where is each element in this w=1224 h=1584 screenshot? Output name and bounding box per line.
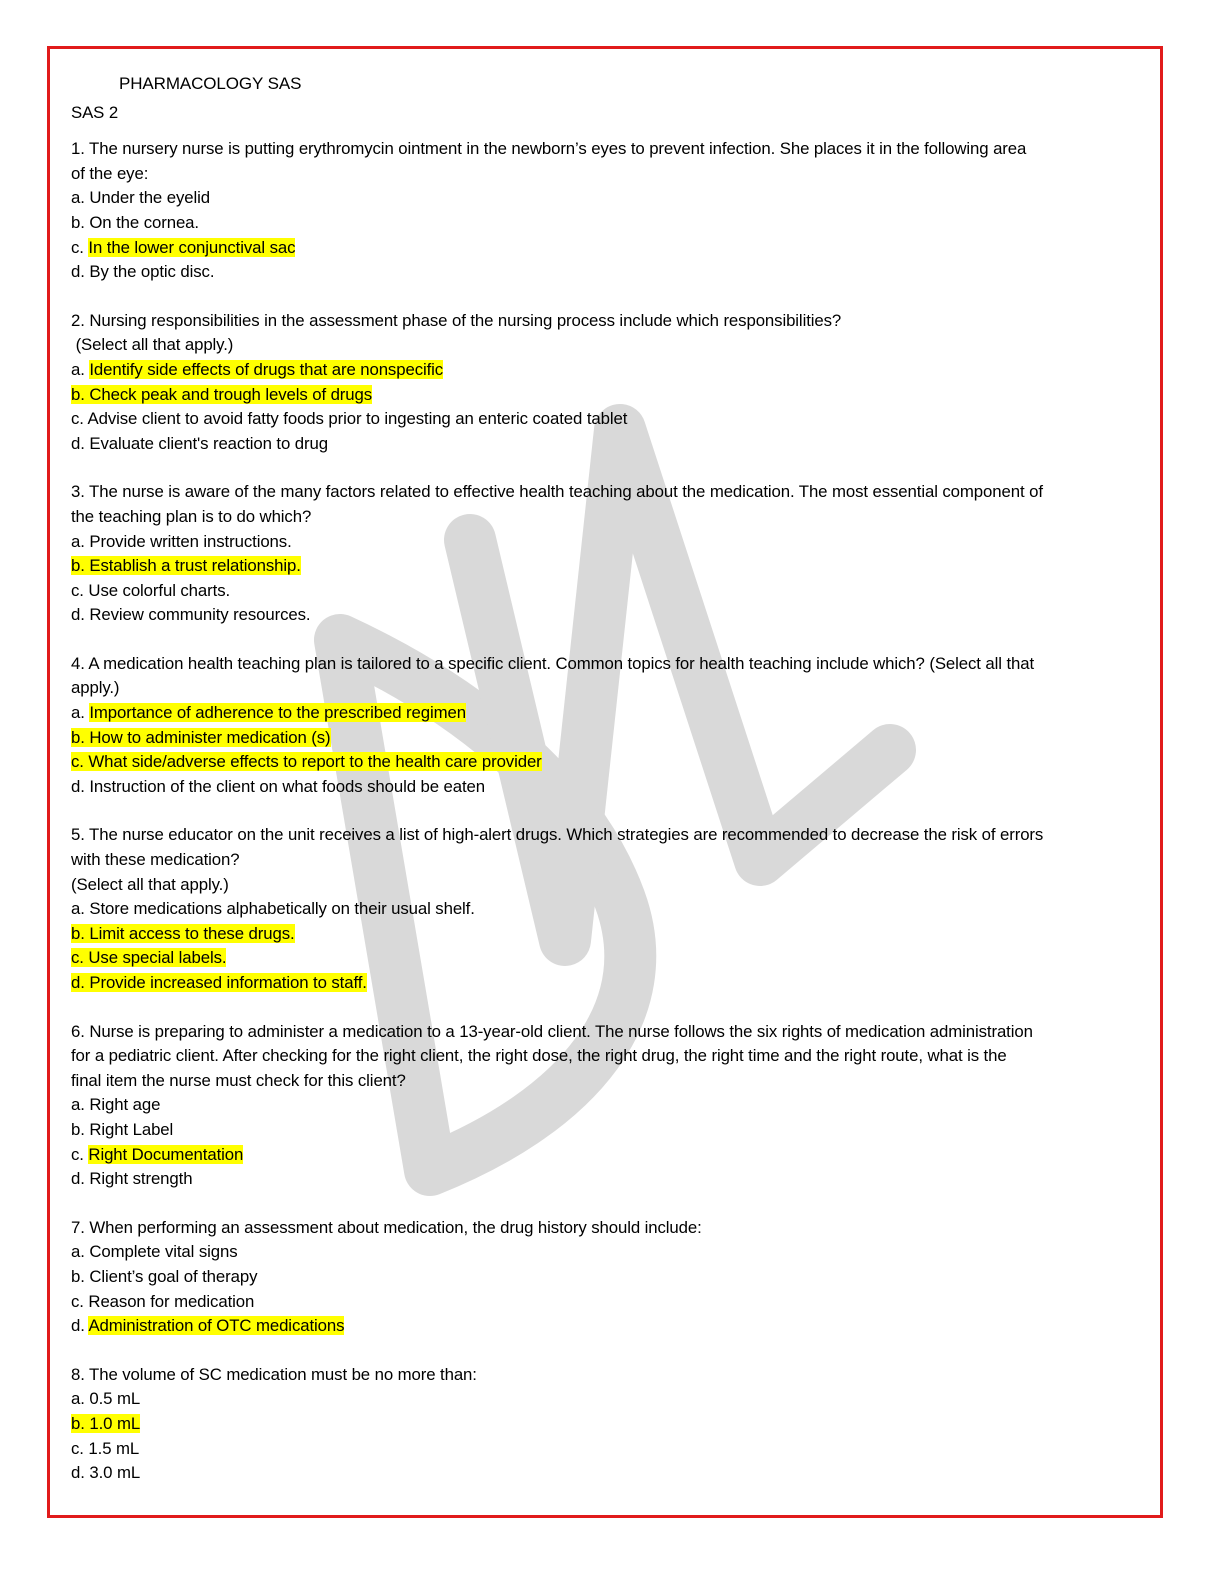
option-prefix: b. [71,1266,90,1286]
answer-option [71,554,1146,579]
question-stem-line: 8. The volume of SC medication must be no more than: [71,1364,477,1384]
option-text: Advise client to avoid fatty foods prior to ingesting an enteric coated tablet [87,409,628,429]
answer-option [71,211,1146,236]
question-stem-line: 5. The nurse educator on the unit receives a list of high-alert drugs. Which strategies are recommended to decrease the risk of errors [71,825,1044,845]
answer-option [71,236,1146,261]
answer-option [71,407,1146,432]
document-body [71,72,1146,1510]
answer-option [71,579,1146,604]
option-text: By the optic disc. [89,262,215,282]
option-text: 0.5 mL [89,1389,141,1409]
highlighted-answer-text: Right Documentation [88,1144,244,1164]
option-text: Under the eyelid [89,188,210,208]
option-prefix: d. [71,1169,90,1189]
highlighted-answer-text: b. How to administer medication (s) [71,727,331,747]
question-stem-line: final item the nurse must check for this client? [71,1070,406,1090]
question-6 [71,1020,1146,1192]
question-7 [71,1216,1146,1339]
answer-option [71,1143,1146,1168]
option-text: Right Label [89,1119,174,1139]
option-prefix: b. [71,1119,90,1139]
option-prefix: a. [71,1095,90,1115]
option-prefix: c. [71,580,89,600]
highlighted-answer-text: Importance of adherence to the prescribed regimen [89,703,466,723]
option-prefix: c. [71,1438,89,1458]
highlighted-answer-text: c. What side/adverse effects to report to the health care provider [71,752,542,772]
option-prefix: d. [71,433,90,453]
question-3 [71,480,1146,628]
option-prefix: a. [71,899,90,919]
question-stem-line: for a pediatric client. After checking for the right client, the right dose, the right drug, the right time and the right route, what is the [71,1046,1007,1066]
option-text: Reason for medication [88,1291,255,1311]
answer-option [71,922,1146,947]
option-prefix: d. [71,776,90,796]
question-stem-line: (Select all that apply.) [71,335,234,355]
option-prefix: d. [71,1463,90,1483]
option-prefix: a. [71,1242,90,1262]
option-prefix: a. [71,531,90,551]
option-text: Use colorful charts. [88,580,231,600]
question-4 [71,652,1146,800]
option-prefix: c. [71,1291,89,1311]
answer-option [71,1314,1146,1339]
document-title: PHARMACOLOGY SAS [119,74,302,93]
option-prefix: d. [71,605,90,625]
question-stem-line: 7. When performing an assessment about medication, the drug history should include: [71,1217,702,1237]
option-text: Instruction of the client on what foods should be eaten [89,776,486,796]
question-2 [71,309,1146,457]
answer-option [71,750,1146,775]
highlighted-answer-text: d. Provide increased information to staff. [71,973,367,992]
question-stem-line: 6. Nurse is preparing to administer a medication to a 13-year-old client. The nurse follows the six rights of medication administration [71,1021,1033,1041]
question-5 [71,823,1146,995]
option-text: Complete vital signs [89,1242,238,1262]
question-stem-line: the teaching plan is to do which? [71,506,312,526]
highlighted-answer-text: b. 1.0 mL [71,1413,141,1433]
option-text: 1.5 mL [88,1438,140,1458]
answer-option [71,1387,1146,1412]
question-8 [71,1363,1146,1486]
answer-option [71,1118,1146,1143]
question-stem-line: 1. The nursery nurse is putting erythromycin ointment in the newborn’s eyes to prevent infection. She places it in the following area [71,139,1027,159]
question-list [71,137,1146,1486]
option-text: Store medications alphabetically on their usual shelf. [89,899,475,919]
answer-option [71,1437,1146,1462]
document-subtitle: SAS 2 [71,102,119,122]
question-stem-line: (Select all that apply.) [71,874,229,894]
option-prefix: c. [71,409,88,429]
answer-option [71,358,1146,383]
answer-option [71,897,1146,922]
answer-option [71,1290,1146,1315]
answer-option [71,186,1146,211]
highlighted-answer-text: b. Check peak and trough levels of drugs [71,384,373,404]
question-stem-line: 2. Nursing responsibilities in the assessment phase of the nursing process include which responsibilities? [71,310,842,330]
answer-option [71,530,1146,555]
question-stem-line: 3. The nurse is aware of the many factors related to effective health teaching about the medication. The most essential component of [71,482,1043,502]
option-text: Review community resources. [89,605,311,625]
option-text: Evaluate client's reaction to drug [89,433,328,453]
answer-option [71,383,1146,408]
option-text: Provide written instructions. [89,531,292,551]
answer-option [71,775,1146,800]
answer-option [71,1412,1146,1437]
highlighted-answer-text: c. Use special labels. [71,948,227,968]
question-1 [71,137,1146,285]
option-prefix: d. [71,262,90,282]
answer-option [71,432,1146,457]
option-prefix: c. [71,237,89,257]
option-text: Client’s goal of therapy [89,1266,258,1286]
option-prefix: a. [71,1389,90,1409]
answer-option [71,1240,1146,1265]
option-text: Right age [89,1095,161,1115]
highlighted-answer-text: b. Limit access to these drugs. [71,923,295,943]
answer-option [71,726,1146,751]
option-prefix: a. [71,359,90,379]
highlighted-answer-text: b. Establish a trust relationship. [71,556,301,576]
question-stem-line: with these medication? [71,850,240,870]
option-text: 3.0 mL [89,1463,141,1483]
highlighted-answer-text: Identify side effects of drugs that are nonspecific [89,359,444,379]
question-stem-line: 4. A medication health teaching plan is tailored to a specific client. Common topics for health teaching include which? (Select all that [71,653,1035,673]
answer-option [71,1093,1146,1118]
option-text: Right strength [89,1169,193,1189]
option-text: On the cornea. [89,212,199,232]
option-prefix: b. [71,212,90,232]
question-stem-line: of the eye: [71,163,149,183]
option-prefix: d. [71,1316,89,1336]
option-prefix: a. [71,188,90,208]
answer-option [71,701,1146,726]
answer-option [71,946,1146,971]
highlighted-answer-text: In the lower conjunctival sac [88,237,296,257]
highlighted-answer-text: Administration of OTC medications [88,1316,345,1336]
answer-option [71,1265,1146,1290]
option-prefix: c. [71,1144,89,1164]
answer-option [71,971,1146,996]
answer-option [71,603,1146,628]
answer-option [71,1167,1146,1192]
question-stem-line: apply.) [71,678,120,698]
option-prefix: a. [71,703,90,723]
answer-option [71,260,1146,285]
answer-option [71,1461,1146,1486]
